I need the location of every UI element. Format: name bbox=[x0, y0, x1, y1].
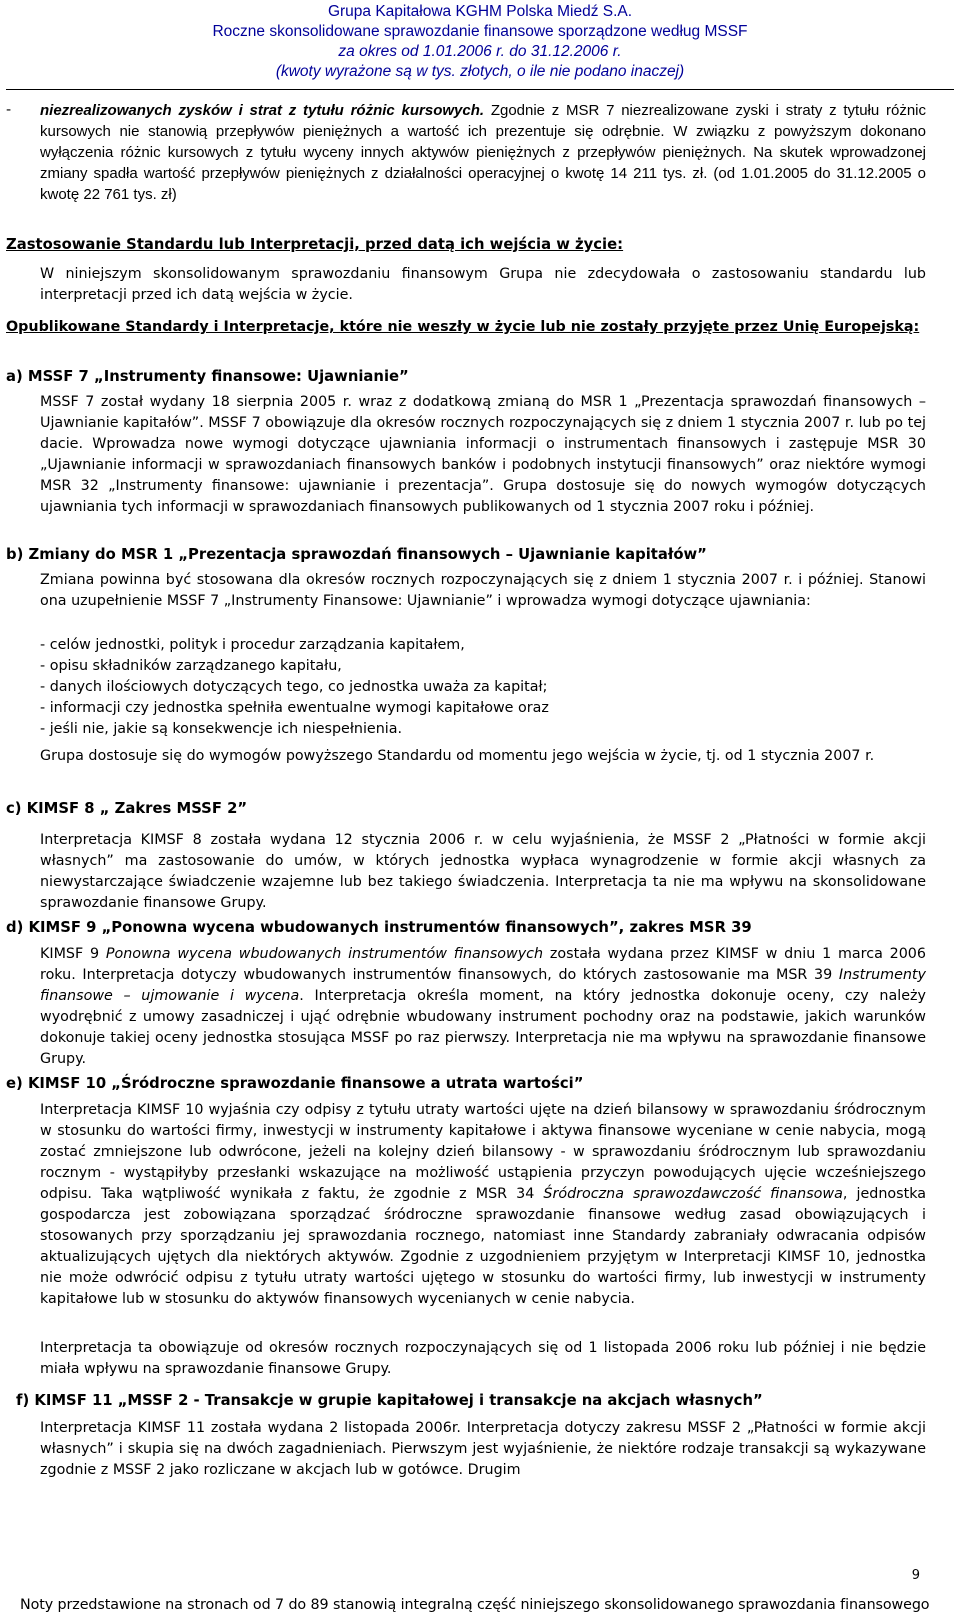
section-early-adoption-text: W niniejszym skonsolidowanym sprawozdaniu finansowym Grupa nie zdecydowała o zastosowaniu standardu lub interpretacji przed ich datą wejścia w życie. bbox=[40, 266, 926, 303]
item-f-heading: f) KIMSF 11 „MSSF 2 - Transakcje w grupie kapitałowej i transakcje na akcjach własnych” bbox=[16, 1392, 763, 1409]
header-divider bbox=[6, 89, 954, 90]
item-e-text-2: , jednostka gospodarcza jest zobowiązana sporządzać śródroczne sprawozdanie finansowe według zasad obowiązujących i stosowanych przy sporządzaniu jej sprawozdania rocznego, natomiast inne Standardy zabraniały odwracania odpisów aktualizujących ujętych dla niektórych aktywów. Zgodnie z uzgodnieniem przyjętym w Interpretacji KIMSF 10, jednostka nie może odwrócić odpisu z tytułu utraty wartości ujętego w stosunku do wartości firmy, lub inwestycji w instrumenty kapitałowe lub w stosunku do aktywów finansowych wycenianych w cenie nabycia. bbox=[40, 1186, 926, 1307]
item-e-heading: e) KIMSF 10 „Śródroczne sprawozdanie finansowe a utrata wartości” bbox=[6, 1075, 584, 1092]
item-b-list bbox=[40, 635, 926, 740]
item-e-text-3: Interpretacja ta obowiązuje od okresów rocznych rozpoczynających się od 1 listopada 2006 roku lub później i nie będzie miała wpływu na sprawozdanie finansowe Grupy. bbox=[40, 1340, 926, 1377]
item-d-text-1: KIMSF 9 bbox=[40, 946, 106, 962]
item-b-text-2: Grupa dostosuje się do wymogów powyższego Standardu od momentu jego wejścia w życie, tj. od 1 stycznia 2007 r. bbox=[40, 748, 875, 764]
header-currency-note: (kwoty wyrażone są w tys. złotych, o ile nie podano inaczej) bbox=[275, 63, 685, 80]
item-e-text bbox=[40, 1100, 926, 1310]
list-item: - opisu składników zarządzanego kapitału, bbox=[40, 658, 342, 674]
item-d-standard-italic: Instrumenty finansowe – ujmowanie i wycena bbox=[40, 967, 926, 1004]
item-a-heading: a) MSSF 7 „Instrumenty finansowe: Ujawnianie” bbox=[6, 368, 409, 385]
item-d-text-3: . Interpretacja określa moment, na który jednostka dokonuje oceny, czy należy wyodrębnić z umowy zasadniczej i ująć odrębnie wbudowany instrument pochodny oraz na podstawie, jakich warunków dokonuje takiej oceny jednostka stosująca MSSF po raz pierwszy. Interpretacja nie ma wpływu na sprawozdanie finansowe Grupy. bbox=[40, 988, 926, 1067]
intro-paragraph bbox=[40, 100, 926, 205]
item-d-text bbox=[40, 944, 926, 1070]
item-b-text: Zmiana powinna być stosowana dla okresów rocznych rozpoczynających się z dniem 1 stycznia 2007 r. i później. Stanowi ona uzupełnienie MSSF 7 „Instrumenty Finansowe: Ujawnianie” i wprowadza wymogi dotyczące ujawniania: bbox=[40, 572, 926, 609]
intro-text-1: Zgodnie z MSR 7 niezrealizowane zyski i straty z tytułu różnic kursowych nie stanowią przepływów pieniężnych a wartość ich prezentuje się odrębnie. bbox=[40, 102, 926, 140]
footer-note: Noty przedstawione na stronach od 7 do 89 stanowią integralną część niniejszego skonsolidowanego sprawozdania finansowego bbox=[20, 1597, 930, 1613]
list-item: - jeśli nie, jakie są konsekwencje ich niespełnienia. bbox=[40, 721, 403, 737]
page-number: 9 bbox=[911, 1568, 920, 1583]
header-report-title: Roczne skonsolidowane sprawozdanie finansowe sporządzone według MSSF bbox=[212, 23, 748, 40]
bullet-dash: - bbox=[6, 102, 12, 118]
section-heading-published-standards: Opublikowane Standardy i Interpretacje, które nie weszły w życie lub nie zostały przyjęte przez Unię Europejską: bbox=[6, 319, 920, 335]
list-item: - informacji czy jednostka spełniła ewentualne wymogi kapitałowe oraz bbox=[40, 700, 549, 716]
item-e-standard-italic: Śródroczna sprawozdawczość finansowa bbox=[543, 1186, 843, 1202]
list-item: - danych ilościowych dotyczących tego, co jednostka uważa za kapitał; bbox=[40, 679, 548, 695]
item-a-text: MSSF 7 został wydany 18 sierpnia 2005 r. wraz z dodatkową zmianą do MSR 1 „Prezentacja sprawozdań finansowych – Ujawnianie kapitałów”. MSSF 7 obowiązuje dla okresów rocznych rozpoczynających się z dniem 1 stycznia 2007 r. lub po tej dacie. Wprowadza nowe wymogi dotyczące ujawniania informacji o instrumentach finansowych i zastępuje MSR 30 „Ujawnianie informacji w sprawozdaniach finansowych banków i podobnych instytucji finansowych” oraz niektóre wymogi MSR 32 „Instrumenty finansowe: ujawnianie i prezentacja”. Grupa dostosuje się do nowych wymogów dotyczących ujawniania tych informacji w sprawozdaniach finansowych publikowanych od 1 stycznia 2007 roku i później. bbox=[40, 394, 926, 515]
item-d-heading: d) KIMSF 9 „Ponowna wycena wbudowanych instrumentów finansowych”, zakres MSR 39 bbox=[6, 919, 752, 936]
item-e-text-1: Interpretacja KIMSF 10 wyjaśnia czy odpisy z tytułu utraty wartości ujęte na dzień bilansowy w sprawozdaniu śródrocznym w stosunku do wartości firmy, inwestycji w instrumenty kapitałowe i aktywa finansowe wyceniane w cenie nabycia, mogą zostać zmniejszone lub odwrócone, jeżeli na kolejny dzień bilansowy - w sprawozdaniu śródrocznym lub sprawozdaniu rocznym - wystąpiłyby przesłanki wskazujące na możliwość ustąpienia przyczyn powodujących ujęcie wcześniejszego odpisu. Taka wątpliwość wynikała z faktu, że zgodnie z MSR 34 bbox=[40, 1102, 926, 1202]
item-f-text: Interpretacja KIMSF 11 została wydana 2 listopada 2006r. Interpretacja dotyczy zakresu MSSF 2 „Płatności w formie akcji własnych” i skupia się na dwóch zagadnieniach. Pierwszym jest wyjaśnienie, że niektóre rodzaje transakcji są wykazywane zgodnie z MSSF 2 jako rozliczane w akcjach lub w gotówce. Drugim bbox=[40, 1420, 926, 1478]
header-period: za okres od 1.01.2006 r. do 31.12.2006 r. bbox=[338, 43, 622, 60]
list-item: - celów jednostki, polityk i procedur zarządzania kapitałem, bbox=[40, 637, 465, 653]
item-c-text: Interpretacja KIMSF 8 została wydana 12 stycznia 2006 r. w celu wyjaśnienia, że MSSF 2 „Płatności w formie akcji własnych” ma zastosowanie do umów, w których jednostka wypłaca wynagrodzenie w formie akcji własnych za niewystarczające świadczenie wzajemne lub bez takiego świadczenia. Interpretacja ta nie ma wpływu na skonsolidowane sprawozdanie finansowe Grupy. bbox=[40, 832, 926, 911]
item-b-heading: b) Zmiany do MSR 1 „Prezentacja sprawozdań finansowych – Ujawnianie kapitałów” bbox=[6, 546, 707, 563]
item-d-title-italic: Ponowna wycena wbudowanych instrumentów finansowych bbox=[105, 946, 544, 962]
intro-text-2: W związku z powyższym dokonano wyłączenia różnic kursowych z tytułu wyceny innych aktywów pieniężnych z przepływów pieniężnych. bbox=[40, 123, 926, 161]
item-d-text-2: została wydana przez KIMSF w dniu 1 marca 2006 roku. Interpretacja dotyczy wbudowanych instrumentów finansowych, do których zastosowanie ma MSR 39 bbox=[40, 946, 926, 983]
header-company: Grupa Kapitałowa KGHM Polska Miedź S.A. bbox=[327, 3, 633, 20]
intro-text-3: Na skutek wprowadzonej zmiany spadła wartość przepływów pieniężnych z działalności operacyjnej o kwotę 14 211 tys. zł. (od 1.01.2005 do 31.12.2005 o kwotę 22 761 tys. zł) bbox=[40, 144, 926, 203]
report-header bbox=[0, 2, 960, 82]
section-heading-early-adoption: Zastosowanie Standardu lub Interpretacji, przed datą ich wejścia w życie: bbox=[6, 236, 624, 253]
item-c-heading: c) KIMSF 8 „ Zakres MSSF 2” bbox=[6, 800, 248, 817]
intro-lead: niezrealizowanych zysków i strat z tytułu różnic kursowych. bbox=[40, 102, 485, 119]
